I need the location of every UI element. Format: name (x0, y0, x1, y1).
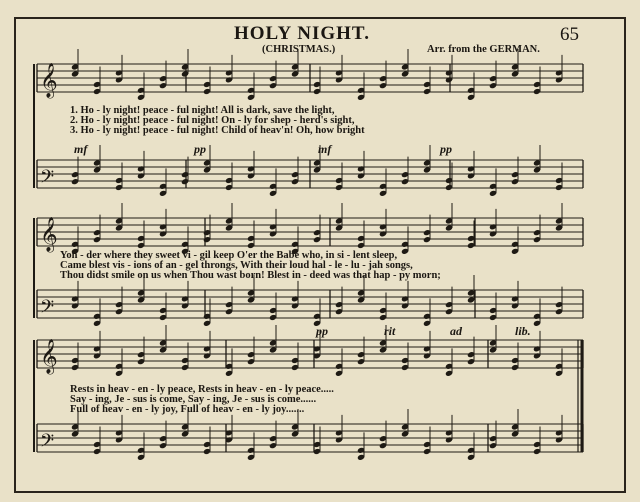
verse-3-line-2: Thou didst smile on us when Thou wast born! Blest in - deed was that hap - py morn; (60, 270, 441, 281)
hymn-subtitle: (CHRISTMAS.) (262, 44, 336, 55)
verse-1-line-2: Yon - der where they sweet vi - gil keep O'er the Babe who, in si - lent sleep, (60, 250, 398, 261)
verse-2-line-2: Came blest vis - ions of an - gel throngs, With their loud hal - le - lu - jah songs, (60, 260, 413, 271)
dynamic-mf-2: mf (318, 142, 332, 156)
verse-2-line-1: 2. Ho - ly night! peace - ful night! On - ly for shep - herd's sight, (70, 115, 355, 126)
bass-clef-icon: 𝄢 (40, 431, 55, 456)
page-number: 65 (560, 24, 579, 45)
hymn-title: HOLY NIGHT. (234, 23, 370, 44)
bass-clef-icon: 𝄢 (40, 297, 55, 322)
dynamic-pp-2: pp (440, 142, 452, 156)
direction-rit: rit (384, 324, 396, 338)
bass-clef-icon: 𝄢 (40, 167, 55, 192)
direction-ad: ad (450, 324, 462, 338)
dynamic-pp-1: pp (194, 142, 206, 156)
verse-1-line-3: Rests in heav - en - ly peace, Rests in heav - en - ly peace..... (70, 384, 334, 395)
dynamic-mf-1: mf (74, 142, 88, 156)
verse-3-line-1: 3. Ho - ly night! peace - ful night! Child of heav'n! Oh, how bright (70, 125, 365, 136)
verse-1-line-1: 1. Ho - ly night! peace - ful night! All is dark, save the light, (70, 105, 335, 116)
verse-3-line-3: Full of heav - en - ly joy, Full of heav - en - ly joy....... (70, 404, 305, 415)
arrangement-credit: Arr. from the GERMAN. (427, 44, 540, 55)
treble-clef-icon: 𝄞 (40, 339, 58, 374)
treble-clef-icon: 𝄞 (40, 217, 58, 252)
verse-2-line-3: Say - ing, Je - sus is come, Say - ing, Je - sus is come...... (70, 394, 317, 405)
direction-lib: lib. (515, 324, 531, 338)
dynamic-pp-3: pp (316, 324, 328, 338)
treble-clef-icon: 𝄞 (40, 63, 58, 98)
